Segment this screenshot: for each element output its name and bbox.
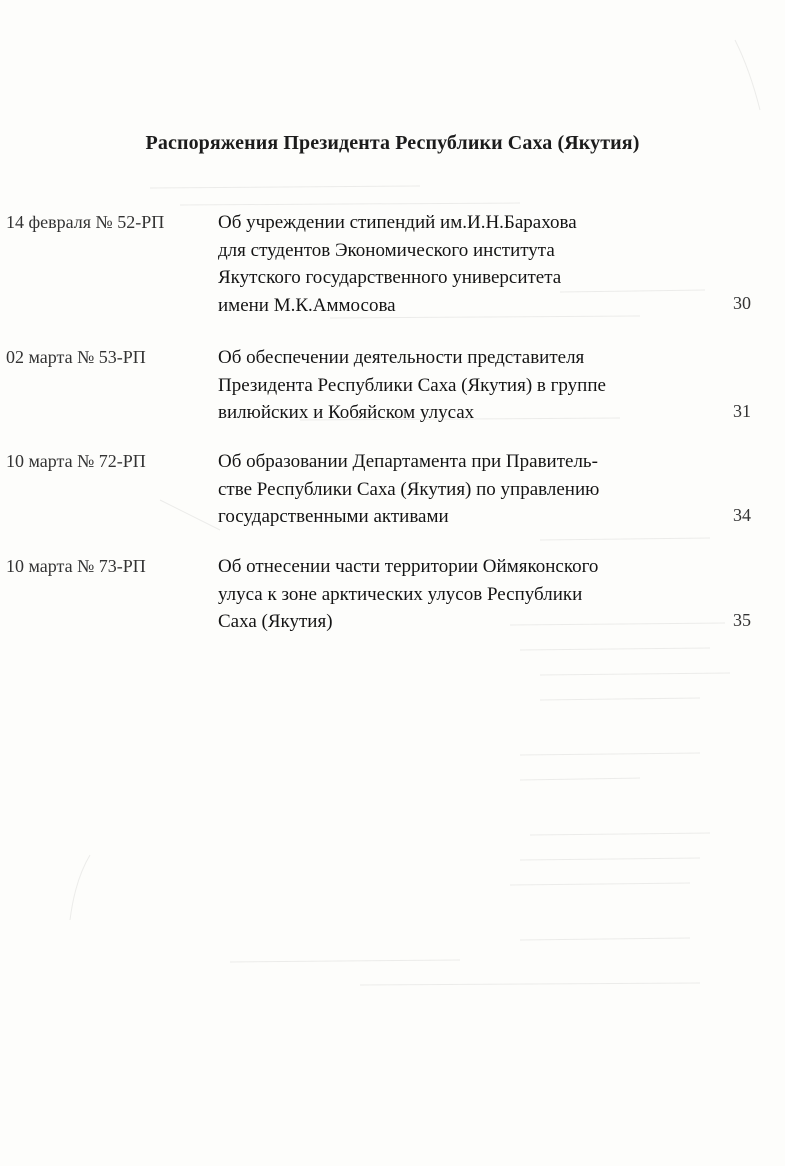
entry-date: 10 марта № 73-РП — [6, 556, 146, 576]
entry-title-line: Якутского государственного университета — [218, 267, 562, 288]
entry-title — [218, 209, 678, 319]
entry-title-line: государственными активами — [218, 506, 449, 527]
entry-title-line: Об учреждении стипендий им.И.Н.Барахова — [218, 212, 577, 233]
entry-date: 02 марта № 53-РП — [6, 347, 146, 367]
entry-page-number: 35 — [733, 610, 751, 630]
entry-title-line: Президента Республики Саха (Якутия) в группе — [218, 374, 606, 396]
entry-date: 14 февраля № 52-РП — [6, 212, 165, 232]
entry-title-line: Саха (Якутия) — [218, 611, 333, 632]
entry-title-line: имени М.К.Аммосова — [218, 294, 396, 316]
entry-title — [218, 553, 678, 636]
entry-title-line: улуса к зоне арктических улусов Республики — [218, 583, 583, 605]
entry-page-number: 31 — [733, 401, 751, 421]
entry-title-line: Об отнесении части территории Оймяконского — [218, 556, 599, 577]
entry-title-line: Об обеспечении деятельности представителя — [218, 347, 585, 368]
entry-page-number: 34 — [733, 505, 751, 525]
entry-title — [218, 344, 678, 427]
entry-date: 10 марта № 72-РП — [6, 451, 146, 471]
section-heading: Распоряжения Президента Республики Саха (Якутия) — [145, 132, 640, 154]
entry-title-line: стве Республики Саха (Якутия) по управлению — [218, 478, 600, 500]
entry-title-line: для студентов Экономического института — [218, 239, 555, 261]
entry-title-line: Об образовании Департамента при Правитель- — [218, 451, 598, 472]
entry-title — [218, 448, 678, 531]
entry-title-line: вилюйских и Кобяйском улусах — [218, 402, 475, 423]
entry-page-number: 30 — [733, 293, 751, 313]
